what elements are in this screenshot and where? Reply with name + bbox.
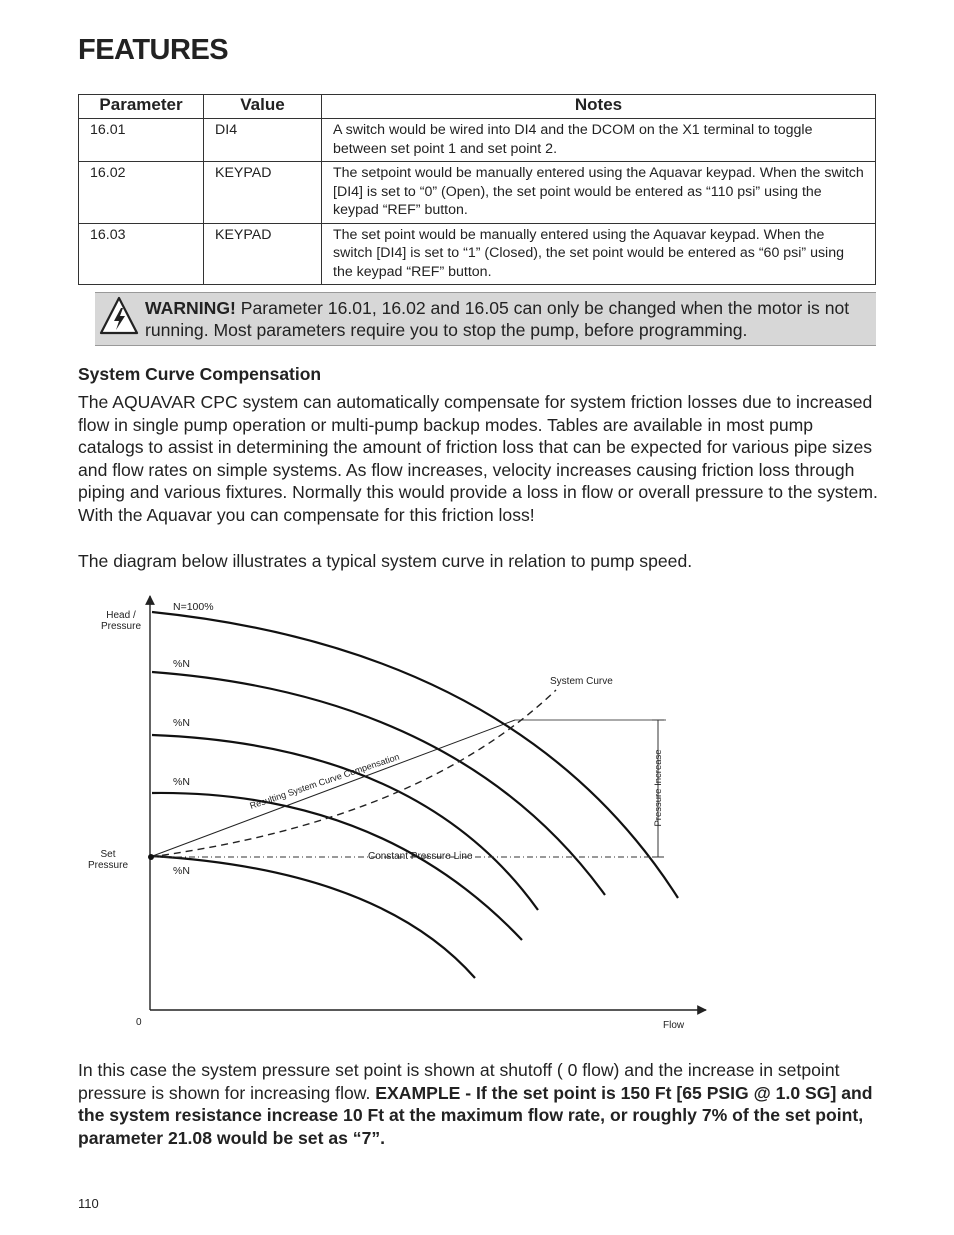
set-pressure-label: Pressure <box>87 860 129 871</box>
curve-label: %N <box>173 776 190 788</box>
pressure-increase-label: Pressure Increase <box>653 749 664 827</box>
page-number: 110 <box>78 1196 99 1211</box>
y-axis-label: Pressure <box>100 621 142 632</box>
electrical-hazard-icon <box>99 296 139 336</box>
section-heading: System Curve Compensation <box>78 364 322 384</box>
curve-label-100: N=100% <box>173 601 214 613</box>
header-value: Value <box>204 95 322 119</box>
warning-box <box>95 292 876 346</box>
y-axis-label: Head / <box>106 610 136 621</box>
body-paragraph: The diagram below illustrates a typical system curve in relation to pump speed. <box>78 551 693 571</box>
cell-notes: The set point would be manually entered using the Aquavar keypad. When the switch [DI4] is set to “1” (Closed), the set point would be entered as “60 psi” using the keypad “REF” button. <box>322 223 876 285</box>
curve-label: %N <box>173 658 190 670</box>
origin-label: 0 <box>136 1017 142 1028</box>
curve-label: %N <box>173 865 190 877</box>
cell-parameter: 16.03 <box>79 223 204 285</box>
cell-parameter: 16.01 <box>79 119 204 162</box>
cell-value: KEYPAD <box>204 223 322 285</box>
pump-curve-n3 <box>152 793 522 940</box>
cell-value: DI4 <box>204 119 322 162</box>
header-notes: Notes <box>322 95 876 119</box>
compensation-label: Resulting System Curve Compensation <box>248 751 401 811</box>
x-axis-label: Flow <box>663 1020 685 1031</box>
table-row <box>79 119 876 162</box>
parameter-table <box>78 94 876 285</box>
compensation-line <box>150 720 515 857</box>
body-paragraph: The AQUAVAR CPC system can automatically compensate for system friction losses due to increased flow in single pump operation or multi-pump backup modes. Tables are available in most pump catalogs to assist in determining the amount of friction loss that can be expected for various pipe sizes and flow rates on simple systems. As flow increases, velocity increases causing friction loss through piping and various fixtures. Normally this would provide a loss in flow or overall pressure to the system. With the Aquavar you can compensate for this friction loss! <box>78 392 878 525</box>
set-pressure-label: Set <box>100 849 116 860</box>
constant-pressure-label: Constant Pressure Line <box>368 851 473 862</box>
table-header-row <box>79 95 876 119</box>
example-paragraph: In this case the system pressure set point is shown at shutoff ( 0 flow) and the increase in setpoint pressure is shown for increasing flow. EXAMPLE - If the set point is 150 Ft [65 PSIG @ 1.0 SG] and the system resistance increase 10 Ft at the maximum flow rate, or roughly 7% of the set point, parameter 21.08 would be set as “7”. <box>78 1060 873 1148</box>
cell-value: KEYPAD <box>204 162 322 224</box>
cell-notes: A switch would be wired into DI4 and the DCOM on the X1 terminal to toggle between set point 1 and set point 2. <box>322 119 876 162</box>
table-row <box>79 162 876 224</box>
cell-parameter: 16.02 <box>79 162 204 224</box>
curve-label: %N <box>173 717 190 729</box>
example-label: EXAMPLE <box>375 1082 461 1103</box>
cell-notes: The setpoint would be manually entered using the Aquavar keypad. When the switch [DI4] is set to “0” (Open), the set point would be entered as “110 psi” using the keypad “REF” button. <box>322 162 876 224</box>
pump-curve-n4 <box>152 856 475 978</box>
system-curve-diagram <box>0 580 954 1040</box>
page-title: FEATURES <box>78 34 229 66</box>
warning-text: WARNING! Parameter 16.01, 16.02 and 16.05 can only be changed when the motor is not running. Most parameters require you to stop the pump, before programming. <box>145 298 850 340</box>
warning-label: WARNING! <box>145 298 236 318</box>
set-point-marker <box>148 854 154 860</box>
system-curve-label: System Curve <box>550 676 613 687</box>
header-parameter: Parameter <box>79 95 204 119</box>
table-row <box>79 223 876 285</box>
